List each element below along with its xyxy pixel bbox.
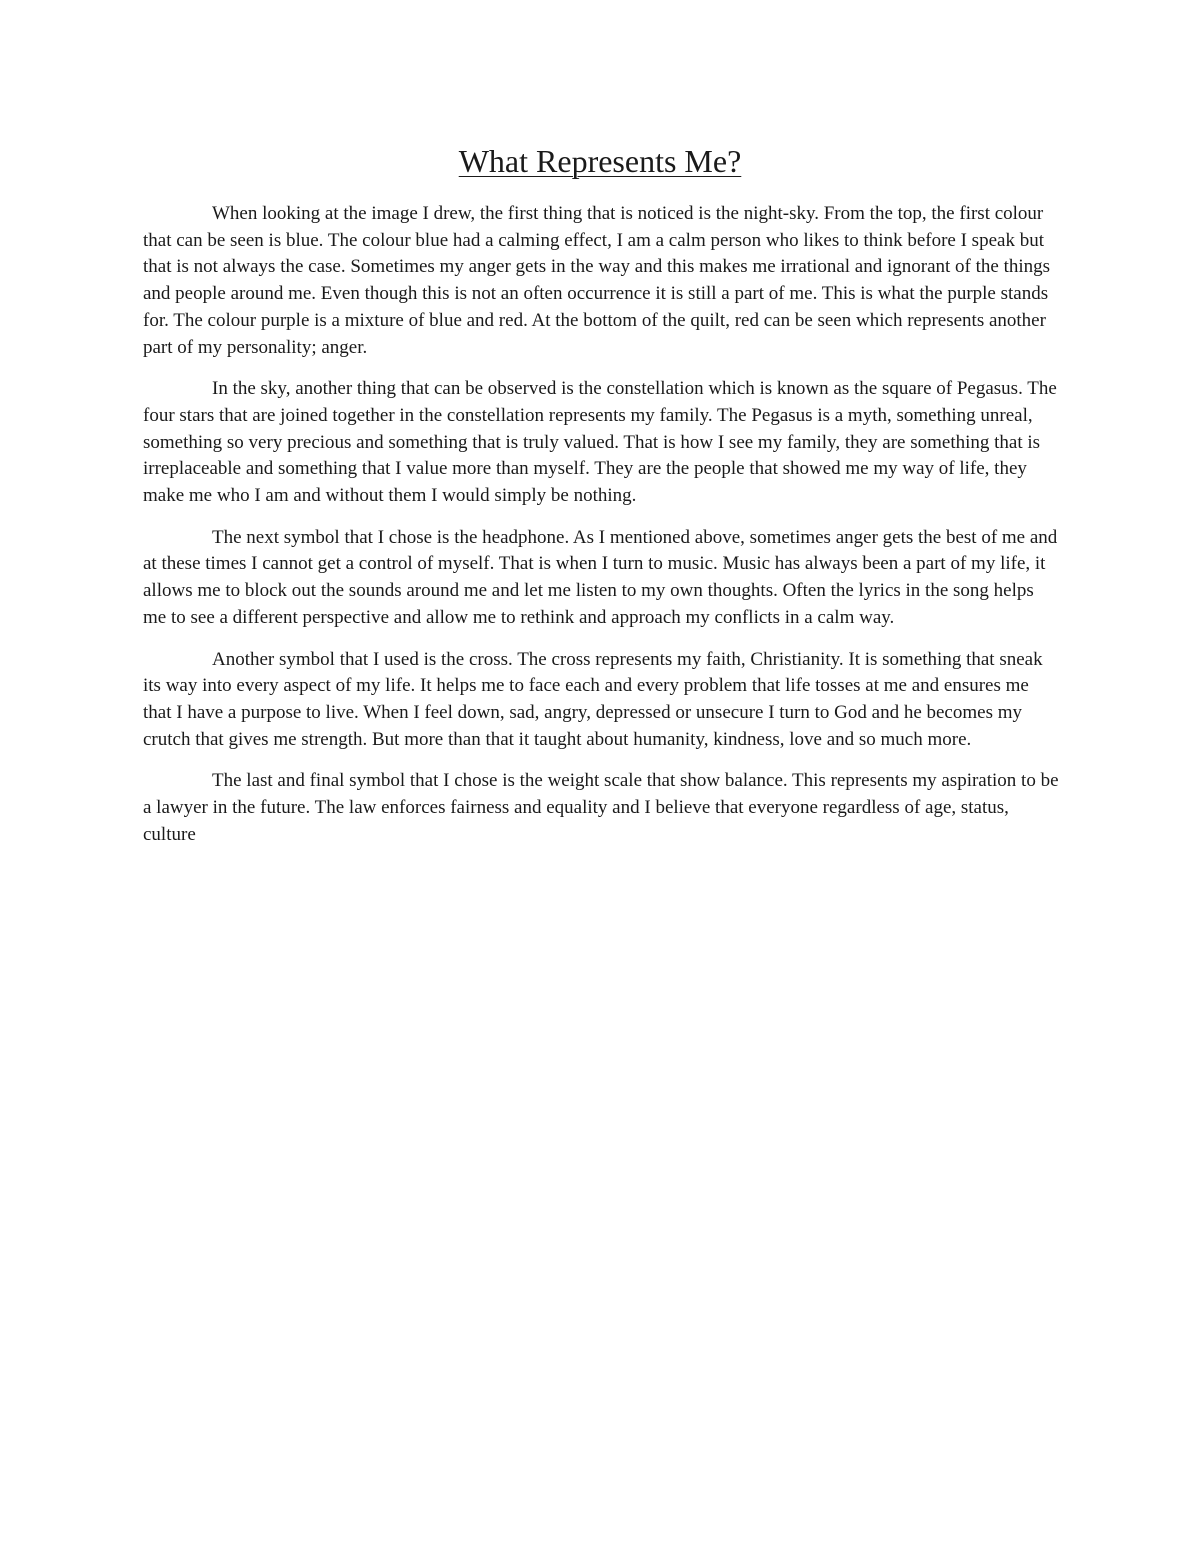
paragraph-3: The next symbol that I chose is the headphone. As I mentioned above, sometimes anger gets the best of me and at these times I cannot get a control of myself. That is when I turn to music. Music has always been a part of my life, it allows me to block out the sounds around me and let me listen to my own thoughts. Often the lyrics in the song helps me to see a different perspective and allow me to rethink and approach my conflicts in a calm way. [143, 526, 1058, 628]
document-body [143, 201, 1059, 863]
paragraph-4: Another symbol that I used is the cross. The cross represents my faith, Christianity. It is something that sneak its way into every aspect of my life. It helps me to face each and every problem that life tosses at me and ensures me that I have a purpose to live. When I feel down, sad, angry, depressed or unsecure I turn to God and he becomes my crutch that gives me strength. But more than that it taught about humanity, kindness, love and so much more. [143, 648, 1043, 750]
paragraph-5: The last and final symbol that I chose is the weight scale that show balance. This represents my aspiration to be a lawyer in the future. The law enforces fairness and equality and I believe that everyone regardless of age, status, culture [143, 770, 1059, 845]
document-title: What Represents Me? [458, 143, 742, 179]
paragraph-2: In the sky, another thing that can be observed is the constellation which is known as the square of Pegasus. The four stars that are joined together in the constellation represents my family. The Pegasus is a myth, something unreal, something so very precious and something that is truly valued. That is how I see my family, they are something that is irreplaceable and something that I value more than myself. They are the people that showed me my way of life, they make me who I am and without them I would simply be nothing. [143, 378, 1057, 507]
paragraph-1: When looking at the image I drew, the first thing that is noticed is the night-sky. From the top, the first colour that can be seen is blue. The colour blue had a calming effect, I am a calm person who likes to think before I speak but that is not always the case. Sometimes my anger gets in the way and this makes me irrational and ignorant of the things and people around me. Even though this is not an often occurrence it is still a part of me. This is what the purple stands for. The colour purple is a mixture of blue and red. At the bottom of the quilt, red can be seen which represents another part of my personality; anger. [143, 203, 1051, 358]
